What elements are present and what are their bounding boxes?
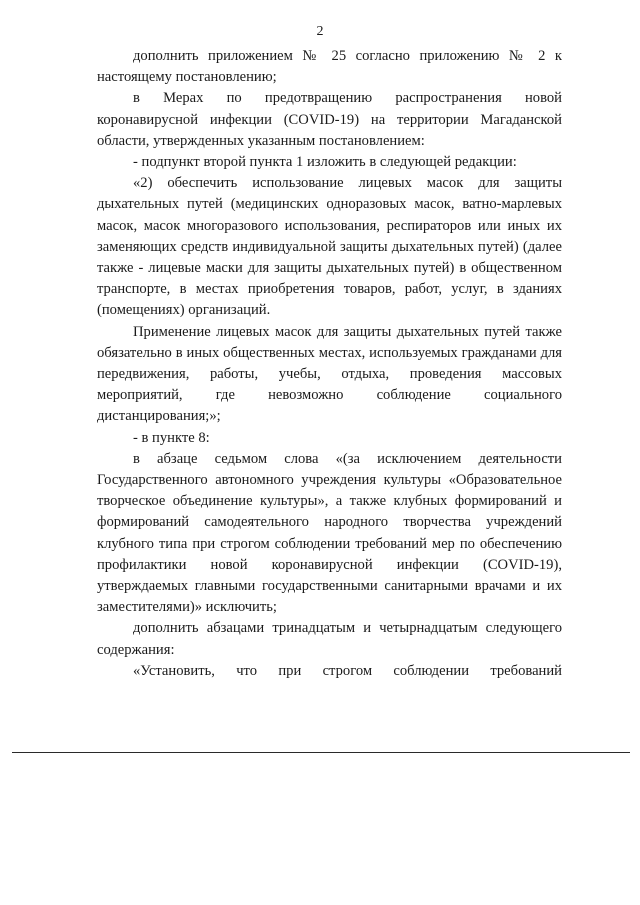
paragraph-measures-intro: в Мерах по предотвращению распространения новой коронавирусной инфекции (COVID-19) на территории Магаданской области, утвержденных указанным постановлением: [97, 90, 562, 149]
paragraph-establish: «Установить, что при строгом соблюдении требований [133, 662, 562, 679]
paragraph-clause-8: - в пункте 8: [133, 429, 210, 446]
page-number: 2 [316, 24, 324, 39]
paragraph-subclause-2: - подпункт второй пункта 1 изложить в следующей редакции: [133, 154, 517, 171]
paragraph-add-appendix: дополнить приложением № 25 согласно приложению № 2 к настоящему постановлению; [97, 48, 562, 86]
paragraph-masks-requirement: «2) обеспечить использование лицевых масок для защиты дыхательных путей (медицинских одноразовых масок, ватно-марлевых масок, масок многоразового использования, респираторов или иных их заменяющих средств индивидуальной защиты дыхательных путей) (далее также - лицевые маски для защиты дыхательных путей) в общественном транспорте, в местах приобретения товаров, работ, услуг, в зданиях (помещениях) организаций. [97, 175, 562, 319]
paragraph-masks-public-places: Применение лицевых масок для защиты дыхательных путей также обязательно в иных общественных местах, используемых гражданами для передвижения, работы, учебы, отдыха, проведения массовых мероприятий, где невозможно соблюдение социального дистанцирования;»; [97, 323, 562, 425]
paragraph-add-subparagraphs: дополнить абзацами тринадцатым и четырнадцатым следующего содержания: [97, 620, 562, 658]
paragraph-seventh-subparagraph: в абзаце седьмом слова «(за исключением деятельности Государственного автономного учреждения культуры «Образовательное творческое объединение культуры», а также клубных формирований и формирований самодеятельного народного творчества учреждений клубного типа при строгом соблюдении требований мер по обеспечению профилактики новой коронавирусной инфекции (COVID-19), утверждаемых главными государственными санитарными врачами и их заместителями)» исключить; [97, 450, 562, 616]
footer-divider-line [12, 752, 630, 753]
document-body [97, 46, 562, 682]
